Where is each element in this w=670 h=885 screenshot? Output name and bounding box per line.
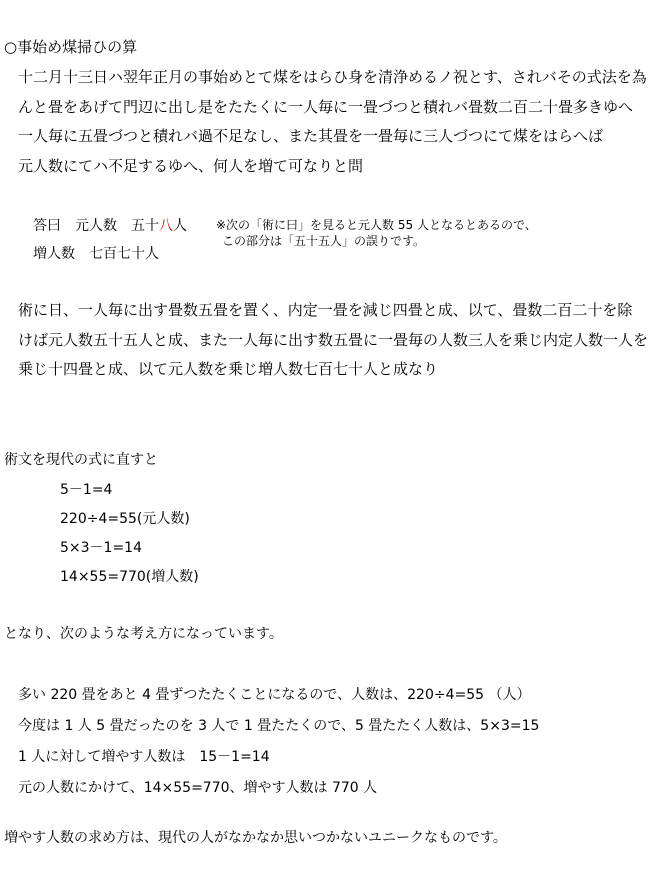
formula-list: [60, 476, 199, 592]
problem-line: 一人毎に五畳づつと積れバ過不足なし、また其畳を一畳毎に三人づつにて煤をはらへば: [18, 127, 604, 145]
problem-text: [18, 63, 658, 181]
method-line: 術に日、一人毎に出す畳数五畳を置く、内定一畳を減じ四畳と成、以て、畳数二百二十を除: [18, 301, 633, 319]
method-text: [18, 296, 658, 385]
answer-block: [33, 212, 187, 268]
answer-original-count: [33, 212, 187, 240]
modern-intro: 術文を現代の式に直すと: [4, 452, 158, 468]
answer-highlighted-digit: 八: [159, 218, 173, 234]
method-line: けば元人数五十五人と成、また一人毎に出す数五畳に一畳毎の人数三人を乗じ内定人数一人を: [18, 330, 649, 349]
conclusion-text: となり、次のような考え方になっています。: [4, 626, 283, 642]
explanation-line: 今度は 1 人 5 畳だったのを 3 人で 1 畳たたくので、5 畳たたく人数は、5×3=15: [18, 718, 540, 734]
correction-note: [216, 217, 636, 249]
formula-line: 220÷4=55(元人数): [60, 511, 190, 527]
formula-line: 5－1=4: [60, 482, 113, 498]
problem-title: ○事始め煤掃ひの算: [4, 38, 138, 56]
formula-line: 5×3－1=14: [60, 540, 142, 556]
note-line: ※次の「術に曰」を見ると元人数 55 人となるとあるので、: [216, 218, 537, 232]
answer-added-count: 増人数 七百七十人: [33, 246, 159, 262]
problem-line: んと畳をあげて門辺に出し是をたたくに一人毎に一畳づつと積れバ畳数二百二十畳多きゆへ: [18, 97, 634, 116]
problem-line: 十二月十三日ハ翌年正月の事始めとて煤をはらひ身を清浄めるノ祝とす、されバその式法を為: [18, 68, 647, 86]
problem-line: 元人数にてハ不足するゆへ、何人を増て可なりと問: [18, 156, 364, 175]
method-line: 乗じ十四畳と成、以て元人数を乗じ増人数七百七十人と成なり: [18, 360, 439, 378]
answer-unit: 人: [173, 218, 187, 234]
explanation-line: 元の人数にかけて、14×55=770、増やす人数は 770 人: [18, 780, 378, 796]
explanation-list: [18, 680, 539, 804]
final-remark: 増やす人数の求め方は、現代の人がなかなか思いつかないユニークなものです。: [4, 830, 507, 846]
answer-label: 答曰 元人数 五十: [33, 218, 159, 234]
explanation-line: 1 人に対して増やす人数は 15－1=14: [18, 749, 270, 765]
explanation-line: 多い 220 畳をあと 4 畳ずつたたくことになるので、人数は、220÷4=55 （人）: [18, 687, 531, 703]
formula-line: 14×55=770(増人数): [60, 569, 199, 585]
note-line: この部分は「五十五人」の誤りです。: [222, 234, 426, 248]
